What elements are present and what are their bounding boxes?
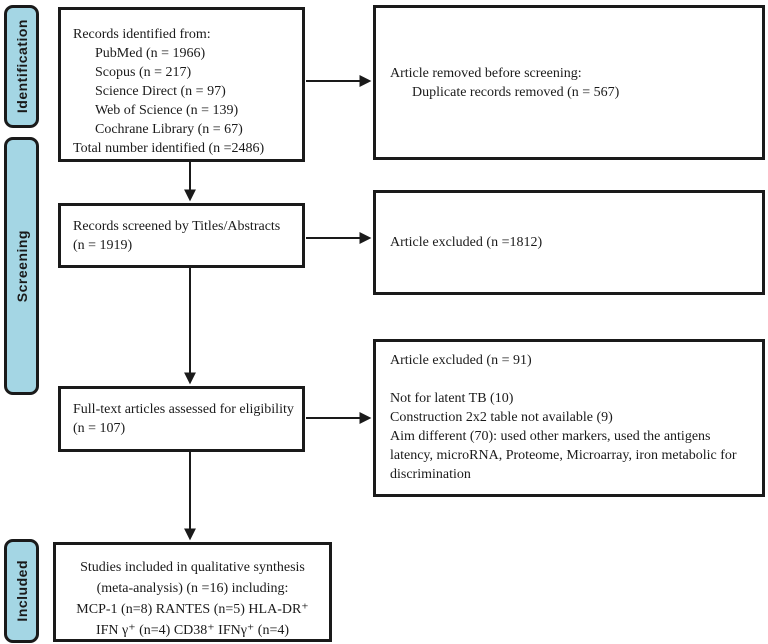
source-item: Cochrane Library (n = 67) <box>95 122 243 137</box>
records-screened-line1: Records screened by Titles/Abstracts <box>73 218 281 234</box>
excluded-titles-text: Article excluded (n =1812) <box>390 235 543 250</box>
removed-detail: Duplicate records removed (n = 567) <box>412 84 620 100</box>
stage-screening <box>4 137 39 395</box>
source-item: PubMed (n = 1966) <box>95 46 206 61</box>
records-identified-total: Total number identified (n =2486) <box>73 141 265 156</box>
removed-before-screening-box <box>373 5 765 160</box>
stage-identification-label: Identification <box>13 19 30 114</box>
excluded-titles-box <box>373 190 765 295</box>
records-identified-title: Records identified from: <box>73 27 211 42</box>
fulltext-line2: (n = 107) <box>73 421 126 436</box>
removed-title: Article removed before screening: <box>390 65 582 81</box>
included-line4: IFN γ⁺ (n=4) CD38⁺ IFNγ⁺ (n=4) <box>95 623 290 638</box>
stage-screening-label: Screening <box>13 229 30 303</box>
fulltext-assessed-box <box>58 386 305 452</box>
records-screened-box <box>58 203 305 268</box>
stage-identification <box>4 5 39 128</box>
included-studies-box <box>53 542 332 642</box>
source-item: Web of Science (n = 139) <box>95 103 239 118</box>
excluded-fulltext-box <box>373 339 765 497</box>
stage-included-label: Included <box>13 560 30 622</box>
records-screened-line2: (n = 1919) <box>73 237 133 253</box>
excluded-fulltext-title: Article excluded (n = 91) <box>390 353 532 368</box>
included-line2: (meta-analysis) (n =16) including: <box>96 581 289 596</box>
records-identified-box <box>58 7 305 162</box>
fulltext-line1: Full-text articles assessed for eligibility <box>73 402 294 417</box>
reason-item: Not for latent TB (10) <box>390 391 514 406</box>
included-line3: MCP-1 (n=8) RANTES (n=5) HLA-DR⁺ <box>76 602 309 617</box>
reason-item: Construction 2x2 table not available (9) <box>390 410 613 425</box>
stage-included <box>4 539 39 643</box>
included-line1: Studies included in qualitative synthesis <box>80 560 305 575</box>
reason-item: Aim different (70): used other markers, used the antigens latency, microRNA, Proteome, Microarray, iron metabolic for discrimination <box>390 429 737 482</box>
source-item: Scopus (n = 217) <box>95 65 192 80</box>
source-item: Science Direct (n = 97) <box>95 84 226 99</box>
